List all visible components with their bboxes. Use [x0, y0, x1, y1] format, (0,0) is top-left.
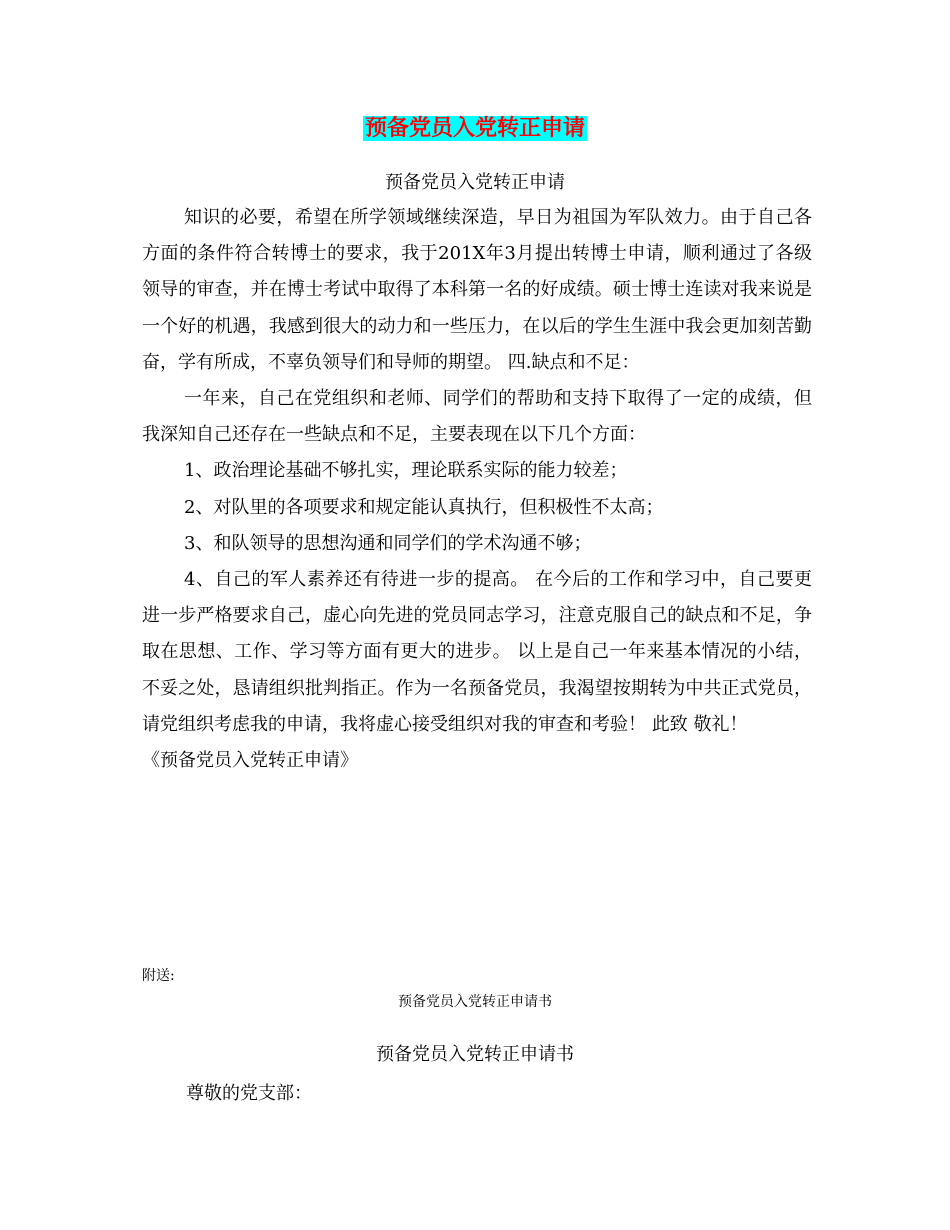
paragraph-study: 知识的必要，希望在所学领域继续深造，早日为祖国为军队效力。由于自己各方面的条件符合转博士的要求，我于201X年3月提出转博士申请，顺利通过了各级领导的审查，并在博士考试中取得了本科第一名的好成绩。硕士博士连读对我来说是一个好的机遇，我感到很大的动力和一些压力，在以后的学生生涯中我会更加刻苦勤奋，学有所成，不辜负领导们和导师的期望。 四.缺点和不足：: [142, 207, 812, 373]
list-item-2: 2、对队里的各项要求和规定能认真执行，但积极性不太高；: [184, 496, 664, 518]
list-item-4: 4、自己的军人素养还有待进一步的提高。 在今后的工作和学习中，自己要更进一步严格要求自己，虚心向先进的党员同志学习，注意克服自己的缺点和不足，争取在思想、工作、学习等方面有更大的进步。 以上是自己一年来基本情况的小结，不妥之处，恳请组织批判指正。作为一名预备党员，我渴望按期转为中共正式党员，请党组织考虑我的申请，我将虚心接受组织对我的审查和考验！ 此致 敬礼！: [142, 569, 812, 735]
document-subtitle: 预备党员入党转正申请: [385, 172, 565, 193]
closing-reference: 《预备党员入党转正申请》: [142, 750, 358, 772]
document-title: [0, 112, 950, 146]
highlighted-title-text: 预备党员入党转正申请: [364, 116, 585, 141]
paragraph-shortcomings: 一年来，自己在党组织和老师、同学们的帮助和支持下取得了一定的成绩，但我深知自己还存在一些缺点和不足，主要表现在以下几个方面：: [142, 388, 812, 446]
appendix-label: 附送:: [142, 968, 175, 984]
document-body: [142, 200, 812, 779]
appendix-title: 预备党员入党转正申请书: [376, 1044, 574, 1065]
list-item-3: 3、和队领导的思想沟通和同学们的学术沟通不够；: [184, 532, 592, 554]
list-item-1: 1、政治理论基础不够扎实，理论联系实际的能力较差；: [184, 460, 628, 482]
appendix-salutation: 尊敬的党支部：: [186, 1083, 312, 1104]
appendix-small-title: 预备党员入党转正申请书: [398, 994, 552, 1010]
